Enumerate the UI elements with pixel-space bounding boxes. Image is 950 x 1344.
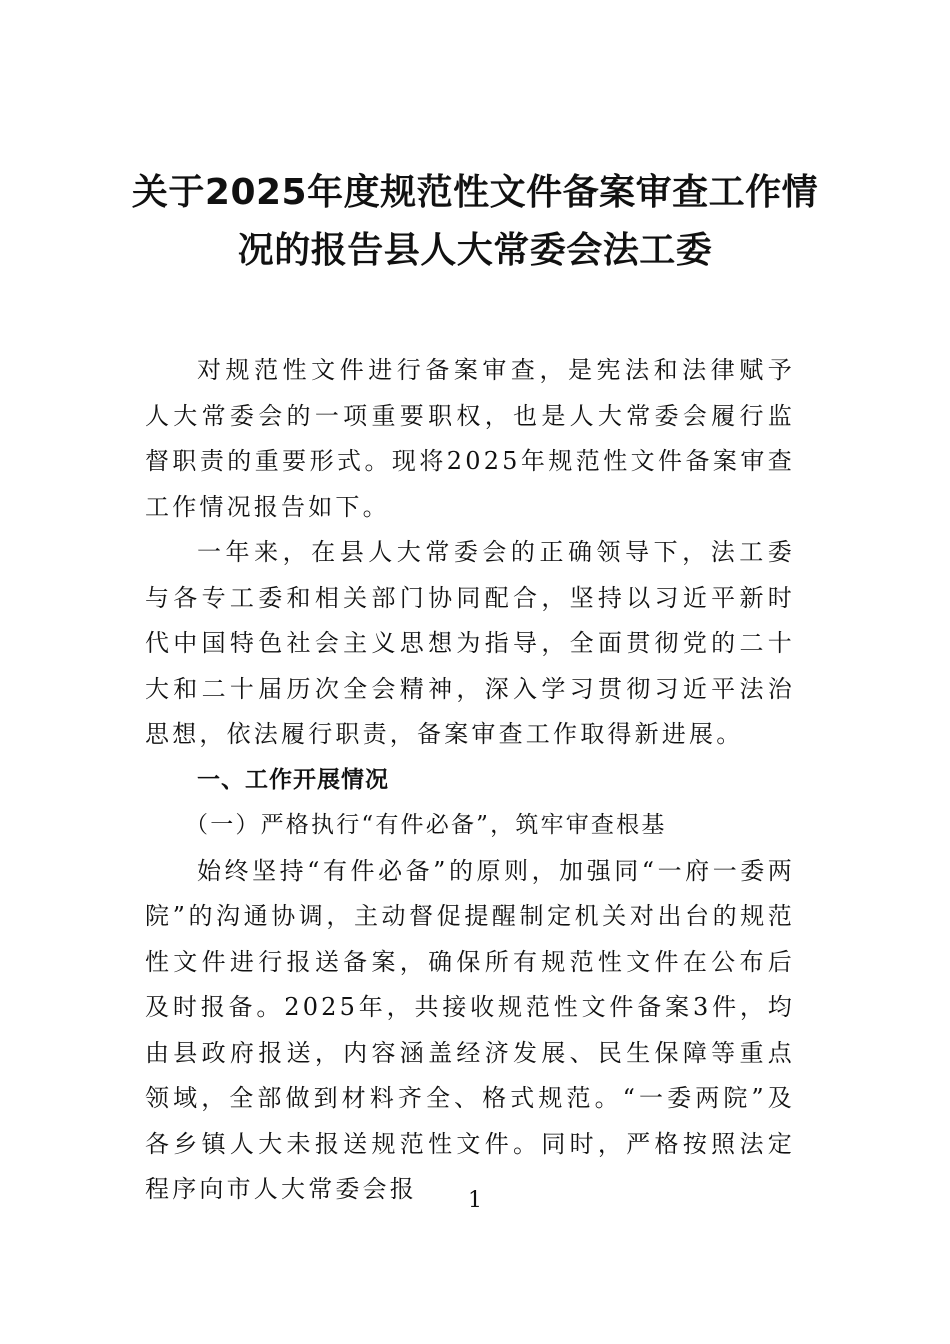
document-title [130, 164, 820, 280]
page-number: 1 [468, 1188, 482, 1213]
section-heading: 一、工作开展情况 [197, 766, 389, 793]
subsection-paragraph: 始终坚持“有件必备”的原则，加强同“一府一委两院”的沟通协调，主动督促提醒制定机关对出台的规范性文件进行报送备案，确保所有规范性文件在公布后及时报备。2025年，共接收规范性文件备案3件，均由县政府报送，内容涵盖经济发展、民生保障等重点领域，全部做到材料齐全、格式规范。“一委两院”及各乡镇人大未报送规范性文件。同时，严格按照法定程序向市人大常委会报 [145, 856, 795, 1203]
subsection-heading: （一）严格执行“有件必备”，筑牢审查根基 [185, 812, 667, 838]
summary-paragraph: 一年来，在县人大常委会的正确领导下，法工委与各专工委和相关部门协同配合，坚持以习近平新时代中国特色社会主义思想为指导，全面贯彻党的二十大和二十届历次全会精神，深入学习贯彻习近平法治思想，依法履行职责，备案审查工作取得新进展。 [145, 538, 795, 748]
intro-paragraph: 对规范性文件进行备案审查，是宪法和法律赋予人大常委会的一项重要职权，也是人大常委会履行监督职责的重要形式。现将2025年规范性文件备案审查工作情况报告如下。 [145, 356, 795, 521]
title-line-2: 况的报告县人大常委会法工委 [237, 230, 713, 271]
document-body [145, 348, 795, 1213]
title-line-1: 关于2025年度规范性文件备案审查工作情 [131, 172, 819, 213]
